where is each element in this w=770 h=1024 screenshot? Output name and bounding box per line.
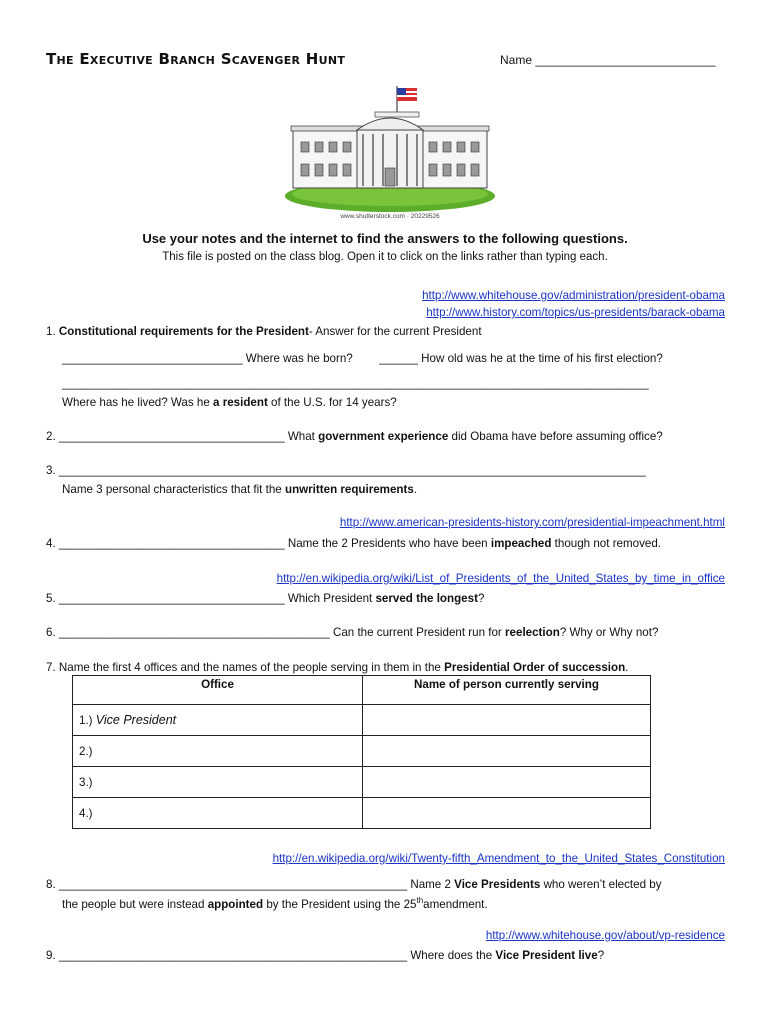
answer-blank: ______________________________________________________ bbox=[58, 878, 408, 891]
instructions-sub: This file is posted on the class blog. Open it to click on the links rather than typing each. bbox=[162, 251, 608, 263]
link-impeachment[interactable]: http://www.american-presidents-history.com/presidential-impeachment.html bbox=[339, 516, 725, 529]
question-1: 1. Constitutional requirements for the President- Answer for the current President bbox=[46, 325, 482, 338]
table-cell-name[interactable] bbox=[363, 767, 651, 798]
table-cell-name[interactable] bbox=[363, 736, 651, 767]
white-house-image bbox=[285, 84, 495, 224]
question-2: 2. ___________________________________ What government experience did Obama have before assuming office? bbox=[46, 430, 663, 443]
table-cell-office[interactable]: 2.) bbox=[73, 736, 363, 767]
answer-blank: ___________________________________ bbox=[58, 430, 285, 443]
link-25th-amendment[interactable]: http://en.wikipedia.org/wiki/Twenty-fifth_Amendment_to_the_United_States_Constitution bbox=[272, 852, 725, 865]
question-3-text: Name 3 personal characteristics that fit the unwritten requirements. bbox=[62, 483, 418, 496]
succession-table bbox=[72, 675, 651, 829]
link-presidents-time-in-office[interactable]: http://en.wikipedia.org/wiki/List_of_Presidents_of_the_United_States_by_time_in_office bbox=[276, 572, 725, 585]
link-vp-residence[interactable]: http://www.whitehouse.gov/about/vp-residence bbox=[485, 929, 725, 942]
link-history-obama[interactable]: http://www.history.com/topics/us-presidents/barack-obama bbox=[426, 306, 725, 319]
answer-blank-long: ___________________________________________________________________________________________ bbox=[62, 377, 649, 390]
table-row bbox=[73, 767, 651, 798]
question-8: 8. ______________________________________________________ Name 2 Vice Presidents who weren’t elected by bbox=[46, 878, 662, 891]
table-cell-office[interactable]: 3.) bbox=[73, 767, 363, 798]
image-caption: www.shutterstock.com · 20229526 bbox=[340, 213, 440, 220]
answer-blank: ___________________________________________________________________________________________ bbox=[58, 464, 646, 477]
answer-blank: __________________________________________ bbox=[58, 626, 330, 639]
table-row bbox=[73, 798, 651, 829]
table-cell-name[interactable] bbox=[363, 798, 651, 829]
question-9: 9. ______________________________________________________ Where does the Vice President live? bbox=[46, 949, 605, 962]
page-title: The Executive Branch Scavenger Hunt bbox=[46, 50, 346, 68]
column-header-office: Office bbox=[73, 676, 363, 705]
question-7: 7. Name the first 4 offices and the names of the people serving in them in the Presidential Order of succession. bbox=[46, 661, 629, 674]
answer-blank: ____________________________ bbox=[62, 352, 243, 365]
question-3: 3. ___________________________________________________________________________________________ bbox=[46, 464, 646, 477]
question-8-line-2: the people but were instead appointed by the President using the 25thamendment. bbox=[62, 896, 488, 911]
question-5: 5. ___________________________________ Which President served the longest? bbox=[46, 592, 485, 605]
link-whitehouse-obama[interactable]: http://www.whitehouse.gov/administration/president-obama bbox=[422, 289, 725, 302]
table-cell-office[interactable]: 4.) bbox=[73, 798, 363, 829]
table-header-row bbox=[73, 676, 651, 705]
answer-blank: ______ bbox=[379, 352, 418, 365]
question-1-line-b: Where has he lived? Was he a resident of the U.S. for 14 years? bbox=[62, 396, 397, 409]
answer-blank: ___________________________________ bbox=[58, 592, 285, 605]
answer-blank: ______________________________________________________ bbox=[58, 949, 408, 962]
table-row bbox=[73, 705, 651, 736]
instructions-main: Use your notes and the internet to find the answers to the following questions. bbox=[142, 231, 628, 246]
answer-blank: ___________________________________ bbox=[58, 537, 285, 550]
name-field-label: Name ___________________________ bbox=[500, 53, 716, 67]
table-row bbox=[73, 736, 651, 767]
question-4: 4. ___________________________________ Name the 2 Presidents who have been impeached though not removed. bbox=[46, 537, 662, 550]
table-cell-name[interactable] bbox=[363, 705, 651, 736]
question-6: 6. __________________________________________ Can the current President run for reelection? Why or Why not? bbox=[46, 626, 659, 639]
question-1-line-a: ____________________________ Where was he born? ______ How old was he at the time of his first election? bbox=[62, 352, 663, 365]
table-cell-office[interactable]: 1.) Vice President bbox=[73, 705, 363, 736]
column-header-name: Name of person currently serving bbox=[363, 676, 651, 705]
